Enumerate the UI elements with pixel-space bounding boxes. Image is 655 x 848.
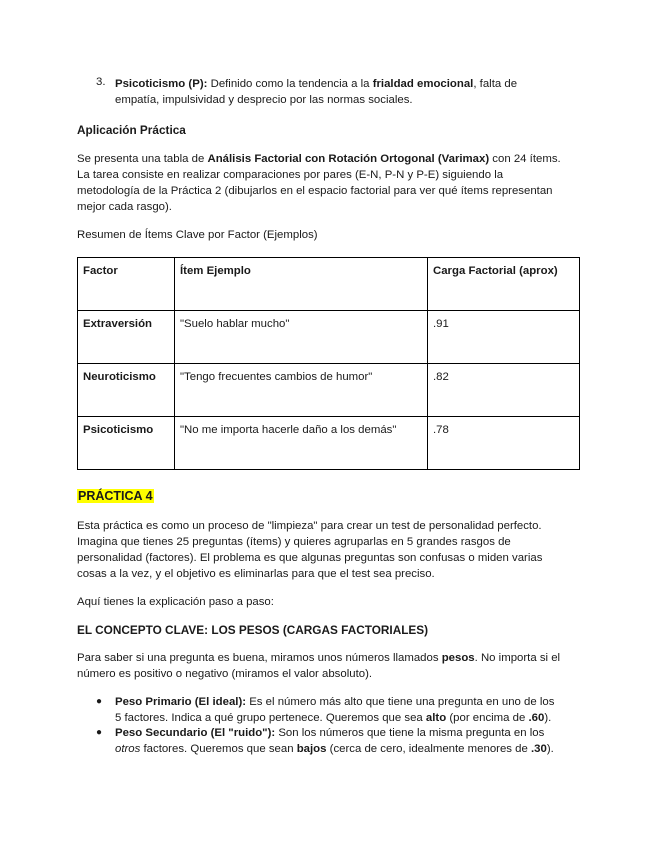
- bold-text: .30: [531, 743, 547, 755]
- aplicacion-heading: Aplicación Práctica: [77, 123, 186, 137]
- cell-load: .82: [428, 364, 580, 417]
- text: . No importa si el: [474, 652, 561, 664]
- bullet2-line2: [115, 741, 554, 757]
- bullet1-term: Peso Primario (El ideal):: [115, 696, 247, 708]
- bullet2-term: Peso Secundario (El "ruido"):: [115, 727, 276, 739]
- item3-text-b: , falta de: [473, 78, 518, 90]
- factor-table: [77, 257, 580, 470]
- table-row: [78, 417, 580, 470]
- bold-text: pesos: [441, 652, 475, 664]
- text: con 24 ítems.: [489, 153, 561, 165]
- item3-term: Psicoticismo (P):: [115, 78, 208, 90]
- practica4-p1-line3: personalidad (factores). El problema es que algunas preguntas son confusas o miden varias: [77, 552, 543, 564]
- italic-text: otros: [115, 743, 141, 755]
- bold-text: bajos: [296, 743, 327, 755]
- cell-factor: Extraversión: [78, 311, 175, 364]
- bullet1-line1: [115, 694, 554, 710]
- aplicacion-line1: [77, 151, 561, 167]
- header-load: Carga Factorial (aprox): [428, 258, 580, 311]
- item3-line1: [115, 76, 517, 92]
- text: 5 factores. Indica a qué grupo pertenece. Queremos que sea: [115, 712, 426, 724]
- table-header-row: [78, 258, 580, 311]
- text: Son los números que tiene la misma pregunta en los: [275, 727, 545, 739]
- text: Para saber si una pregunta es buena, miramos unos números llamados: [77, 652, 442, 664]
- bold-text: .60: [528, 712, 545, 724]
- bullet1-line2: [115, 710, 551, 726]
- text: ).: [544, 712, 552, 724]
- bullet-icon: ●: [96, 727, 103, 738]
- bullet-icon: ●: [96, 696, 103, 707]
- item3-line2: empatía, impulsividad y desprecio por las normas sociales.: [115, 94, 413, 106]
- practica4-p1-line2: Imagina que tienes 25 preguntas (ítems) y quieres agruparlas en 5 grandes rasgos de: [77, 536, 511, 548]
- cell-load: .78: [428, 417, 580, 470]
- table-caption: Resumen de Ítems Clave por Factor (Ejemplos): [77, 229, 318, 241]
- cell-item: "Suelo hablar mucho": [175, 311, 428, 364]
- cell-factor: Psicoticismo: [78, 417, 175, 470]
- list-number: 3.: [96, 76, 106, 88]
- practica4-p1-line4: cosas a la vez, y el objetivo es eliminarlas para que el test sea preciso.: [77, 568, 435, 580]
- aplicacion-line2: La tarea consiste en realizar comparaciones por pares (E-N, P-N y P-E) siguiendo la: [77, 169, 504, 181]
- table-row: [78, 311, 580, 364]
- cell-load: .91: [428, 311, 580, 364]
- concept-p-line2: número es positivo o negativo (miramos el valor absoluto).: [77, 668, 373, 680]
- table-row: [78, 364, 580, 417]
- bullet2-line1: [115, 725, 544, 741]
- bold-text: alto: [425, 712, 447, 724]
- cell-item: "Tengo frecuentes cambios de humor": [175, 364, 428, 417]
- text: Es el número más alto que tiene una pregunta en uno de los: [246, 696, 555, 708]
- practica4-p1-line1: Esta práctica es como un proceso de "limpieza" para crear un test de personalidad perfecto.: [77, 520, 542, 532]
- header-factor: Factor: [78, 258, 175, 311]
- cell-factor: Neuroticismo: [78, 364, 175, 417]
- item3-bold: frialdad emocional: [372, 78, 474, 90]
- aplicacion-line3: metodología de la Práctica 2 (dibujarlos en el espacio factorial para ver qué ítems representan: [77, 185, 553, 197]
- text: (por encima de: [446, 712, 529, 724]
- item3-text: Definido como la tendencia a la: [207, 78, 373, 90]
- aplicacion-line4: mejor cada rasgo).: [77, 201, 172, 213]
- text: Se presenta una tabla de: [77, 153, 208, 165]
- bold-text: Análisis Factorial con Rotación Ortogonal (Varimax): [207, 153, 490, 165]
- practica4-title: PRÁCTICA 4: [78, 489, 153, 503]
- practica4-p2: Aquí tienes la explicación paso a paso:: [77, 596, 274, 608]
- concept-heading: EL CONCEPTO CLAVE: LOS PESOS (CARGAS FACTORIALES): [77, 623, 429, 637]
- header-item: Ítem Ejemplo: [175, 258, 428, 311]
- text: (cerca de cero, idealmente menores de: [326, 743, 531, 755]
- practica4-title-line: [77, 488, 154, 505]
- text: factores. Queremos que sean: [140, 743, 297, 755]
- cell-item: "No me importa hacerle daño a los demás": [175, 417, 428, 470]
- concept-p-line1: [77, 650, 560, 666]
- text: ).: [546, 743, 554, 755]
